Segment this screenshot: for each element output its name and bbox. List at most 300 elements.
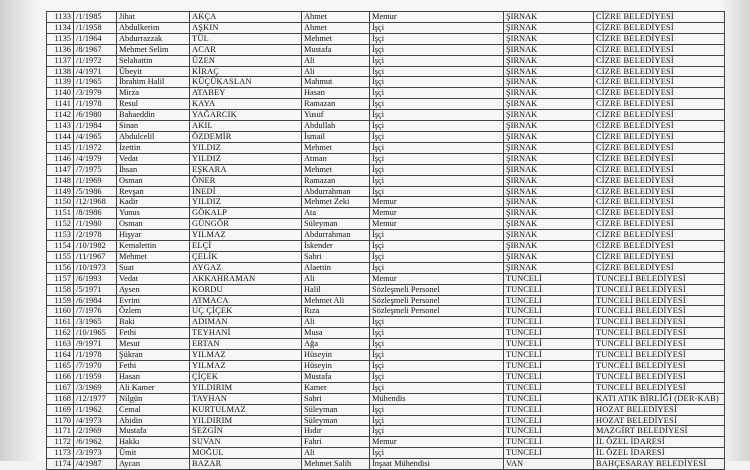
province-cell: ŞIRNAK — [504, 186, 594, 197]
surname-cell: EŞKARA — [190, 164, 302, 175]
row-number-cell: 1159 — [47, 295, 74, 306]
first-name-cell: Suat — [117, 262, 190, 273]
surname-cell: İNEDİ — [190, 186, 302, 197]
father-name-cell: Ata — [302, 208, 370, 219]
job-title-cell: Memur — [370, 197, 504, 208]
province-cell: TUNCELİ — [504, 437, 594, 448]
surname-cell: ÇELİK — [190, 251, 302, 262]
birth-date-cell: /1/1969 — [74, 175, 117, 186]
birth-date-cell: /1/1972 — [74, 55, 117, 66]
birth-date-cell: /6/1980 — [74, 110, 117, 121]
job-title-cell: İşçi — [370, 230, 504, 241]
institution-cell: CİZRE BELEDİYESİ — [594, 219, 725, 230]
province-cell: ŞIRNAK — [504, 219, 594, 230]
job-title-cell: İşçi — [370, 415, 504, 426]
father-name-cell: Mehmet — [302, 164, 370, 175]
job-title-cell: İşçi — [370, 88, 504, 99]
row-number-cell: 1162 — [47, 328, 74, 339]
father-name-cell: Ahmet — [302, 12, 370, 23]
province-cell: TUNCELİ — [504, 328, 594, 339]
surname-cell: YILDIRIM — [190, 382, 302, 393]
province-cell: ŞIRNAK — [504, 164, 594, 175]
job-title-cell: İşçi — [370, 448, 504, 459]
surname-cell: BAZAR — [190, 459, 302, 470]
row-number-cell: 1147 — [47, 164, 74, 175]
row-number-cell: 1167 — [47, 382, 74, 393]
row-number-cell: 1138 — [47, 66, 74, 77]
surname-cell: KAYA — [190, 99, 302, 110]
row-number-cell: 1145 — [47, 142, 74, 153]
table-body — [47, 12, 725, 470]
institution-cell: CİZRE BELEDİYESİ — [594, 22, 725, 33]
province-cell: ŞIRNAK — [504, 208, 594, 219]
first-name-cell: İzettin — [117, 142, 190, 153]
father-name-cell: Süleyman — [302, 404, 370, 415]
institution-cell: TUNCELİ BELEDİYESİ — [594, 361, 725, 372]
birth-date-cell: /10/1973 — [74, 262, 117, 273]
province-cell: ŞIRNAK — [504, 66, 594, 77]
father-name-cell: Alaettin — [302, 262, 370, 273]
birth-date-cell: /8/1967 — [74, 44, 117, 55]
province-cell: ŞIRNAK — [504, 197, 594, 208]
birth-date-cell: /1/1978 — [74, 99, 117, 110]
institution-cell: CİZRE BELEDİYESİ — [594, 251, 725, 262]
province-cell: ŞIRNAK — [504, 22, 594, 33]
institution-cell: HOZAT BELEDİYESİ — [594, 415, 725, 426]
surname-cell: UÇ ÇİÇEK — [190, 306, 302, 317]
father-name-cell: Ali — [302, 55, 370, 66]
first-name-cell: Hişyar — [117, 230, 190, 241]
table-row — [47, 197, 725, 208]
surname-cell: AKKAHRAMAN — [190, 273, 302, 284]
job-title-cell: Sözleşmeli Personel — [370, 306, 504, 317]
row-number-cell: 1170 — [47, 415, 74, 426]
birth-date-cell: /3/1979 — [74, 88, 117, 99]
first-name-cell: Şükran — [117, 350, 190, 361]
birth-date-cell: /1/1972 — [74, 142, 117, 153]
surname-cell: TÜL — [190, 33, 302, 44]
first-name-cell: Mehmet — [117, 251, 190, 262]
father-name-cell: Hasan — [302, 88, 370, 99]
father-name-cell: İsmail — [302, 131, 370, 142]
institution-cell: CİZRE BELEDİYESİ — [594, 153, 725, 164]
province-cell: ŞIRNAK — [504, 88, 594, 99]
province-cell: ŞIRNAK — [504, 121, 594, 132]
first-name-cell: Osman — [117, 219, 190, 230]
father-name-cell: Mehmet Zeki — [302, 197, 370, 208]
birth-date-cell: /12/1977 — [74, 393, 117, 404]
father-name-cell: Hüseyin — [302, 361, 370, 372]
row-number-cell: 1157 — [47, 273, 74, 284]
job-title-cell: İşçi — [370, 44, 504, 55]
surname-cell: ÇİÇEK — [190, 371, 302, 382]
birth-date-cell: /1/1964 — [74, 33, 117, 44]
first-name-cell: Kadir — [117, 197, 190, 208]
row-number-cell: 1172 — [47, 437, 74, 448]
father-name-cell: İskender — [302, 241, 370, 252]
province-cell: ŞIRNAK — [504, 12, 594, 23]
row-number-cell: 1158 — [47, 284, 74, 295]
surname-cell: ERTAN — [190, 339, 302, 350]
table-row — [47, 437, 725, 448]
surname-cell: YAĞARCIK — [190, 110, 302, 121]
institution-cell: TUNCELİ BELEDİYESİ — [594, 371, 725, 382]
job-title-cell: İşçi — [370, 328, 504, 339]
father-name-cell: Kamer — [302, 382, 370, 393]
row-number-cell: 1151 — [47, 208, 74, 219]
surname-cell: AKIL — [190, 121, 302, 132]
institution-cell: İL ÖZEL İDARESİ — [594, 448, 725, 459]
row-number-cell: 1141 — [47, 99, 74, 110]
province-cell: ŞIRNAK — [504, 110, 594, 121]
institution-cell: CİZRE BELEDİYESİ — [594, 175, 725, 186]
table-row — [47, 22, 725, 33]
institution-cell: CİZRE BELEDİYESİ — [594, 164, 725, 175]
father-name-cell: Halil — [302, 284, 370, 295]
surname-cell: YILMAZ — [190, 361, 302, 372]
province-cell: ŞIRNAK — [504, 77, 594, 88]
father-name-cell: Mehmet — [302, 33, 370, 44]
row-number-cell: 1166 — [47, 371, 74, 382]
first-name-cell: Mirza — [117, 88, 190, 99]
job-title-cell: Sözleşmeli Personel — [370, 284, 504, 295]
table-row — [47, 448, 725, 459]
row-number-cell: 1136 — [47, 44, 74, 55]
birth-date-cell: /10/1965 — [74, 328, 117, 339]
first-name-cell: Hakkı — [117, 437, 190, 448]
surname-cell: KURTULMAZ — [190, 404, 302, 415]
province-cell: TUNCELİ — [504, 306, 594, 317]
row-number-cell: 1169 — [47, 404, 74, 415]
birth-date-cell: /7/1976 — [74, 306, 117, 317]
table-row — [47, 382, 725, 393]
province-cell: TUNCELİ — [504, 382, 594, 393]
birth-date-cell: /1/1958 — [74, 22, 117, 33]
job-title-cell: İşçi — [370, 426, 504, 437]
first-name-cell: Mesut — [117, 339, 190, 350]
page-edge-shadow-left — [0, 0, 40, 461]
surname-cell: YILDIZ — [190, 153, 302, 164]
institution-cell: CİZRE BELEDİYESİ — [594, 131, 725, 142]
row-number-cell: 1160 — [47, 306, 74, 317]
job-title-cell: İşçi — [370, 131, 504, 142]
first-name-cell: Selahattin — [117, 55, 190, 66]
surname-cell: GÖKALP — [190, 208, 302, 219]
first-name-cell: Fethi — [117, 361, 190, 372]
surname-cell: ÜZEN — [190, 55, 302, 66]
province-cell: TUNCELİ — [504, 284, 594, 295]
job-title-cell: Memur — [370, 437, 504, 448]
job-title-cell: İşçi — [370, 251, 504, 262]
table-row — [47, 88, 725, 99]
job-title-cell: İnşaat Mühendisi — [370, 459, 504, 470]
institution-cell: CİZRE BELEDİYESİ — [594, 77, 725, 88]
job-title-cell: İşçi — [370, 22, 504, 33]
job-title-cell: İşçi — [370, 164, 504, 175]
institution-cell: TUNCELİ BELEDİYESİ — [594, 339, 725, 350]
birth-date-cell: /3/1965 — [74, 317, 117, 328]
province-cell: VAN — [504, 459, 594, 470]
job-title-cell: İşçi — [370, 99, 504, 110]
job-title-cell: İşçi — [370, 55, 504, 66]
province-cell: TUNCELİ — [504, 273, 594, 284]
birth-date-cell: /2/1978 — [74, 230, 117, 241]
job-title-cell: İşçi — [370, 77, 504, 88]
row-number-cell: 1143 — [47, 121, 74, 132]
first-name-cell: Özlem — [117, 306, 190, 317]
table-row — [47, 459, 725, 470]
father-name-cell: Mehmet — [302, 142, 370, 153]
surname-cell: ATMACA — [190, 295, 302, 306]
table-row — [47, 175, 725, 186]
father-name-cell: Yusuf — [302, 110, 370, 121]
first-name-cell: Nilgün — [117, 393, 190, 404]
first-name-cell: Abidin — [117, 415, 190, 426]
table-row — [47, 55, 725, 66]
birth-date-cell: /4/1973 — [74, 415, 117, 426]
job-title-cell: İşçi — [370, 382, 504, 393]
row-number-cell: 1152 — [47, 219, 74, 230]
province-cell: ŞIRNAK — [504, 33, 594, 44]
first-name-cell: Abdurrazzak — [117, 33, 190, 44]
birth-date-cell: /3/1969 — [74, 382, 117, 393]
job-title-cell: İşçi — [370, 241, 504, 252]
province-cell: TUNCELİ — [504, 371, 594, 382]
birth-date-cell: /11/1967 — [74, 251, 117, 262]
job-title-cell: İşçi — [370, 153, 504, 164]
row-number-cell: 1155 — [47, 251, 74, 262]
first-name-cell: Aysen — [117, 284, 190, 295]
father-name-cell: Fahri — [302, 437, 370, 448]
job-title-cell: İşçi — [370, 317, 504, 328]
table-row — [47, 208, 725, 219]
father-name-cell: Mehmet Salih — [302, 459, 370, 470]
first-name-cell: Jihat — [117, 12, 190, 23]
first-name-cell: İbrahim Halil — [117, 77, 190, 88]
father-name-cell: Mehmet Ali — [302, 295, 370, 306]
row-number-cell: 1137 — [47, 55, 74, 66]
table-row — [47, 393, 725, 404]
table-row — [47, 33, 725, 44]
table-row — [47, 186, 725, 197]
first-name-cell: Osman — [117, 175, 190, 186]
province-cell: ŞIRNAK — [504, 55, 594, 66]
father-name-cell: Sabri — [302, 393, 370, 404]
birth-date-cell: /2/1969 — [74, 426, 117, 437]
birth-date-cell: /1/1985 — [74, 12, 117, 23]
job-title-cell: İşçi — [370, 404, 504, 415]
province-cell: ŞIRNAK — [504, 44, 594, 55]
institution-cell: TUNCELİ BELEDİYESİ — [594, 328, 725, 339]
surname-cell: TEYHANİ — [190, 328, 302, 339]
row-number-cell: 1149 — [47, 186, 74, 197]
father-name-cell: Hüseyin — [302, 350, 370, 361]
institution-cell: CİZRE BELEDİYESİ — [594, 88, 725, 99]
first-name-cell: Übeyit — [117, 66, 190, 77]
surname-cell: ELÇİ — [190, 241, 302, 252]
row-number-cell: 1148 — [47, 175, 74, 186]
father-name-cell: Mahmut — [302, 77, 370, 88]
birth-date-cell: /4/1987 — [74, 459, 117, 470]
table-row — [47, 110, 725, 121]
father-name-cell: Süleyman — [302, 219, 370, 230]
province-cell: TUNCELİ — [504, 426, 594, 437]
birth-date-cell: /1/1980 — [74, 219, 117, 230]
surname-cell: KÜÇÜKASLAN — [190, 77, 302, 88]
job-title-cell: İşçi — [370, 350, 504, 361]
birth-date-cell: /6/1962 — [74, 437, 117, 448]
surname-cell: ÖNER — [190, 175, 302, 186]
birth-date-cell: /1/1965 — [74, 77, 117, 88]
father-name-cell: Ramazan — [302, 175, 370, 186]
job-title-cell: İşçi — [370, 175, 504, 186]
father-name-cell: Musa — [302, 328, 370, 339]
father-name-cell: Süleyman — [302, 415, 370, 426]
first-name-cell: Kemalettin — [117, 241, 190, 252]
surname-cell: GÜNGÖR — [190, 219, 302, 230]
row-number-cell: 1140 — [47, 88, 74, 99]
table-row — [47, 44, 725, 55]
first-name-cell: Cemal — [117, 404, 190, 415]
table-row — [47, 426, 725, 437]
province-cell: ŞIRNAK — [504, 262, 594, 273]
table-row — [47, 350, 725, 361]
institution-cell: CİZRE BELEDİYESİ — [594, 66, 725, 77]
first-name-cell: İhsan — [117, 164, 190, 175]
birth-date-cell: /5/1986 — [74, 186, 117, 197]
surname-cell: YILDIZ — [190, 142, 302, 153]
surname-cell: ATABEY — [190, 88, 302, 99]
surname-cell: MOĞUL — [190, 448, 302, 459]
province-cell: TUNCELİ — [504, 295, 594, 306]
father-name-cell: Mustafa — [302, 371, 370, 382]
province-cell: TUNCELİ — [504, 415, 594, 426]
first-name-cell: Resul — [117, 99, 190, 110]
province-cell: ŞIRNAK — [504, 142, 594, 153]
birth-date-cell: /10/1982 — [74, 241, 117, 252]
table-row — [47, 273, 725, 284]
job-title-cell: İşçi — [370, 361, 504, 372]
first-name-cell: Aycan — [117, 459, 190, 470]
institution-cell: CİZRE BELEDİYESİ — [594, 142, 725, 153]
institution-cell: TUNCELİ BELEDİYESİ — [594, 284, 725, 295]
table-row — [47, 241, 725, 252]
province-cell: ŞIRNAK — [504, 99, 594, 110]
institution-cell: CİZRE BELEDİYESİ — [594, 262, 725, 273]
personnel-table — [46, 11, 725, 470]
birth-date-cell: /1/1962 — [74, 404, 117, 415]
father-name-cell: Ali — [302, 317, 370, 328]
institution-cell: CİZRE BELEDİYESİ — [594, 186, 725, 197]
birth-date-cell: /4/1979 — [74, 153, 117, 164]
row-number-cell: 1139 — [47, 77, 74, 88]
surname-cell: YILMAZ — [190, 230, 302, 241]
surname-cell: ÖZDEMİR — [190, 131, 302, 142]
institution-cell: KATI ATIK BİRLİĞİ (DER-KAB) — [594, 393, 725, 404]
institution-cell: CİZRE BELEDİYESİ — [594, 44, 725, 55]
institution-cell: TUNCELİ BELEDİYESİ — [594, 350, 725, 361]
father-name-cell: Ahmet — [302, 22, 370, 33]
first-name-cell: Abdulkerim — [117, 22, 190, 33]
first-name-cell: Baki — [117, 317, 190, 328]
birth-date-cell: /8/1986 — [74, 208, 117, 219]
surname-cell: SUVAN — [190, 437, 302, 448]
job-title-cell: İşçi — [370, 121, 504, 132]
institution-cell: CİZRE BELEDİYESİ — [594, 99, 725, 110]
birth-date-cell: /9/1971 — [74, 339, 117, 350]
job-title-cell: Memur — [370, 273, 504, 284]
institution-cell: CİZRE BELEDİYESİ — [594, 208, 725, 219]
institution-cell: CİZRE BELEDİYESİ — [594, 197, 725, 208]
table-row — [47, 99, 725, 110]
surname-cell: ACAR — [190, 44, 302, 55]
job-title-cell: İşçi — [370, 33, 504, 44]
institution-cell: CİZRE BELEDİYESİ — [594, 110, 725, 121]
province-cell: ŞIRNAK — [504, 230, 594, 241]
birth-date-cell: /6/1993 — [74, 273, 117, 284]
surname-cell: YILMAZ — [190, 350, 302, 361]
surname-cell: AŞKIN — [190, 22, 302, 33]
province-cell: ŞIRNAK — [504, 153, 594, 164]
birth-date-cell: /5/1971 — [74, 284, 117, 295]
row-number-cell: 1144 — [47, 131, 74, 142]
table-row — [47, 371, 725, 382]
first-name-cell: Fethi — [117, 328, 190, 339]
first-name-cell: Revşan — [117, 186, 190, 197]
first-name-cell: Sinan — [117, 121, 190, 132]
institution-cell: CİZRE BELEDİYESİ — [594, 12, 725, 23]
birth-date-cell: /1/1959 — [74, 371, 117, 382]
province-cell: TUNCELİ — [504, 317, 594, 328]
birth-date-cell: /7/1970 — [74, 361, 117, 372]
row-number-cell: 1134 — [47, 22, 74, 33]
institution-cell: CİZRE BELEDİYESİ — [594, 230, 725, 241]
province-cell: TUNCELİ — [504, 350, 594, 361]
first-name-cell: Mustafa — [117, 426, 190, 437]
first-name-cell: Vedat — [117, 153, 190, 164]
table-row — [47, 153, 725, 164]
province-cell: ŞIRNAK — [504, 131, 594, 142]
table-row — [47, 230, 725, 241]
father-name-cell: Abdurrahman — [302, 230, 370, 241]
first-name-cell: Ümit — [117, 448, 190, 459]
birth-date-cell: /1/1978 — [74, 350, 117, 361]
first-name-cell: Ali Kamer — [117, 382, 190, 393]
table-row — [47, 12, 725, 23]
job-title-cell: İşçi — [370, 371, 504, 382]
province-cell: ŞIRNAK — [504, 175, 594, 186]
job-title-cell: İşçi — [370, 110, 504, 121]
job-title-cell: İşçi — [370, 142, 504, 153]
institution-cell: İL ÖZEL İDARESİ — [594, 437, 725, 448]
table-row — [47, 164, 725, 175]
institution-cell: CİZRE BELEDİYESİ — [594, 241, 725, 252]
job-title-cell: İşçi — [370, 339, 504, 350]
surname-cell: TAYHAN — [190, 393, 302, 404]
first-name-cell: Evrim — [117, 295, 190, 306]
surname-cell: KİRAÇ — [190, 66, 302, 77]
father-name-cell: Ali — [302, 273, 370, 284]
row-number-cell: 1164 — [47, 350, 74, 361]
father-name-cell: Ramazan — [302, 99, 370, 110]
first-name-cell: Hasan — [117, 371, 190, 382]
table-row — [47, 66, 725, 77]
job-title-cell: İşçi — [370, 262, 504, 273]
row-number-cell: 1168 — [47, 393, 74, 404]
birth-date-cell: /3/1973 — [74, 448, 117, 459]
father-name-cell: Ali — [302, 66, 370, 77]
first-name-cell: Mehmet Selim — [117, 44, 190, 55]
